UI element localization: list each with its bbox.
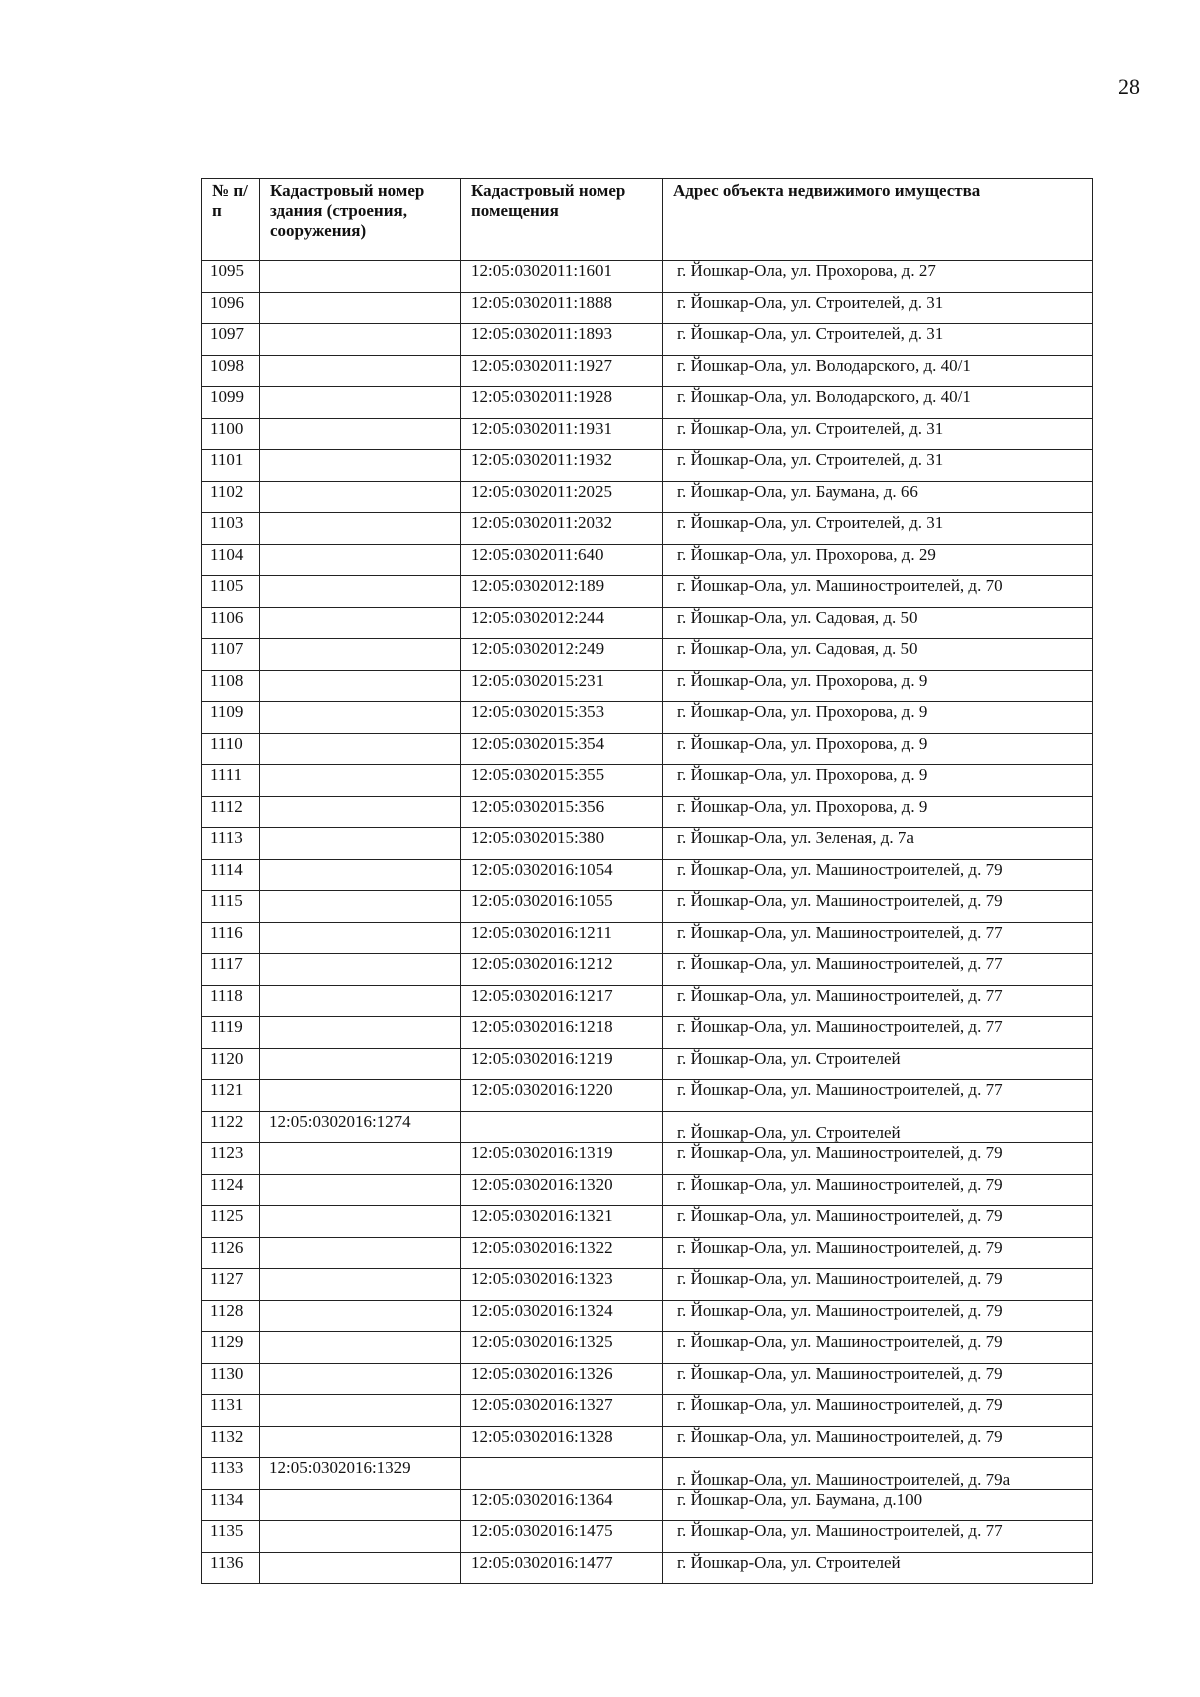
row-number: 1101	[202, 450, 260, 482]
row-number: 1131	[202, 1395, 260, 1427]
row-number: 1111	[202, 765, 260, 797]
address: г. Йошкар-Ола, ул. Строителей	[663, 1048, 1093, 1080]
room-cadastral-number: 12:05:0302016:1326	[461, 1363, 663, 1395]
address: г. Йошкар-Ола, ул. Машиностроителей, д. 79	[663, 1206, 1093, 1238]
address: г. Йошкар-Ола, ул. Машиностроителей, д. 79а	[663, 1458, 1093, 1490]
building-cadastral-number	[260, 670, 461, 702]
room-cadastral-number: 12:05:0302016:1322	[461, 1237, 663, 1269]
room-cadastral-number: 12:05:0302011:1601	[461, 261, 663, 293]
row-number: 1108	[202, 670, 260, 702]
header-row-number: № п/п	[202, 179, 260, 261]
row-number: 1109	[202, 702, 260, 734]
property-table	[201, 178, 1093, 1584]
row-number: 1135	[202, 1521, 260, 1553]
header-room-cadastral: Кадастровый номер помещения	[461, 179, 663, 261]
building-cadastral-number	[260, 1521, 461, 1553]
address: г. Йошкар-Ола, ул. Машиностроителей, д. 70	[663, 576, 1093, 608]
building-cadastral-number	[260, 954, 461, 986]
room-cadastral-number: 12:05:0302016:1328	[461, 1426, 663, 1458]
table-row	[202, 639, 1093, 671]
address: г. Йошкар-Ола, ул. Строителей	[663, 1552, 1093, 1584]
table-row	[202, 324, 1093, 356]
building-cadastral-number	[260, 1300, 461, 1332]
table-row	[202, 670, 1093, 702]
room-cadastral-number: 12:05:0302012:189	[461, 576, 663, 608]
building-cadastral-number	[260, 796, 461, 828]
room-cadastral-number: 12:05:0302016:1212	[461, 954, 663, 986]
room-cadastral-number: 12:05:0302016:1323	[461, 1269, 663, 1301]
building-cadastral-number	[260, 702, 461, 734]
address: г. Йошкар-Ола, ул. Машиностроителей, д. 79	[663, 1332, 1093, 1364]
building-cadastral-number	[260, 418, 461, 450]
row-number: 1113	[202, 828, 260, 860]
building-cadastral-number	[260, 1395, 461, 1427]
building-cadastral-number	[260, 1206, 461, 1238]
room-cadastral-number: 12:05:0302011:1931	[461, 418, 663, 450]
building-cadastral-number	[260, 513, 461, 545]
table-row	[202, 922, 1093, 954]
room-cadastral-number: 12:05:0302016:1325	[461, 1332, 663, 1364]
table-row	[202, 1048, 1093, 1080]
table-row	[202, 1111, 1093, 1143]
address: г. Йошкар-Ола, ул. Прохорова, д. 9	[663, 670, 1093, 702]
address: г. Йошкар-Ола, ул. Машиностроителей, д. 79	[663, 859, 1093, 891]
address: г. Йошкар-Ола, ул. Прохорова, д. 9	[663, 733, 1093, 765]
building-cadastral-number	[260, 1426, 461, 1458]
table-row	[202, 733, 1093, 765]
building-cadastral-number	[260, 1080, 461, 1112]
building-cadastral-number	[260, 450, 461, 482]
address: г. Йошкар-Ола, ул. Строителей, д. 31	[663, 450, 1093, 482]
address: г. Йошкар-Ола, ул. Машиностроителей, д. 79	[663, 1143, 1093, 1175]
building-cadastral-number	[260, 1174, 461, 1206]
address: г. Йошкар-Ола, ул. Прохорова, д. 9	[663, 796, 1093, 828]
table-row	[202, 1206, 1093, 1238]
address: г. Йошкар-Ола, ул. Машиностроителей, д. 79	[663, 1363, 1093, 1395]
room-cadastral-number: 12:05:0302012:244	[461, 607, 663, 639]
building-cadastral-number	[260, 1552, 461, 1584]
address: г. Йошкар-Ола, ул. Садовая, д. 50	[663, 639, 1093, 671]
row-number: 1112	[202, 796, 260, 828]
address: г. Йошкар-Ола, ул. Володарского, д. 40/1	[663, 387, 1093, 419]
room-cadastral-number: 12:05:0302016:1211	[461, 922, 663, 954]
building-cadastral-number	[260, 387, 461, 419]
address: г. Йошкар-Ола, ул. Прохорова, д. 27	[663, 261, 1093, 293]
room-cadastral-number: 12:05:0302015:356	[461, 796, 663, 828]
address: г. Йошкар-Ола, ул. Машиностроителей, д. 79	[663, 1237, 1093, 1269]
row-number: 1098	[202, 355, 260, 387]
table-row	[202, 1300, 1093, 1332]
address: г. Йошкар-Ола, ул. Машиностроителей, д. 77	[663, 985, 1093, 1017]
address: г. Йошкар-Ола, ул. Баумана, д. 66	[663, 481, 1093, 513]
address: г. Йошкар-Ола, ул. Строителей, д. 31	[663, 324, 1093, 356]
building-cadastral-number	[260, 859, 461, 891]
row-number: 1110	[202, 733, 260, 765]
address: г. Йошкар-Ола, ул. Строителей, д. 31	[663, 292, 1093, 324]
row-number: 1107	[202, 639, 260, 671]
row-number: 1096	[202, 292, 260, 324]
room-cadastral-number: 12:05:0302016:1475	[461, 1521, 663, 1553]
address: г. Йошкар-Ола, ул. Строителей	[663, 1111, 1093, 1143]
building-cadastral-number	[260, 1048, 461, 1080]
address: г. Йошкар-Ола, ул. Машиностроителей, д. 79	[663, 891, 1093, 923]
row-number: 1127	[202, 1269, 260, 1301]
address: г. Йошкар-Ола, ул. Баумана, д.100	[663, 1489, 1093, 1521]
room-cadastral-number: 12:05:0302016:1327	[461, 1395, 663, 1427]
room-cadastral-number: 12:05:0302015:353	[461, 702, 663, 734]
building-cadastral-number	[260, 1332, 461, 1364]
row-number: 1132	[202, 1426, 260, 1458]
table-row	[202, 292, 1093, 324]
row-number: 1136	[202, 1552, 260, 1584]
building-cadastral-number	[260, 1363, 461, 1395]
row-number: 1129	[202, 1332, 260, 1364]
address: г. Йошкар-Ола, ул. Машиностроителей, д. 79	[663, 1426, 1093, 1458]
table-row	[202, 387, 1093, 419]
table-row	[202, 1269, 1093, 1301]
room-cadastral-number: 12:05:0302011:1888	[461, 292, 663, 324]
room-cadastral-number: 12:05:0302016:1320	[461, 1174, 663, 1206]
table-row	[202, 1332, 1093, 1364]
building-cadastral-number	[260, 292, 461, 324]
room-cadastral-number: 12:05:0302011:1932	[461, 450, 663, 482]
row-number: 1120	[202, 1048, 260, 1080]
row-number: 1122	[202, 1111, 260, 1143]
building-cadastral-number: 12:05:0302016:1329	[260, 1458, 461, 1490]
building-cadastral-number	[260, 324, 461, 356]
table-row	[202, 765, 1093, 797]
address: г. Йошкар-Ола, ул. Машиностроителей, д. 79	[663, 1395, 1093, 1427]
table-row	[202, 1458, 1093, 1490]
building-cadastral-number	[260, 481, 461, 513]
room-cadastral-number: 12:05:0302016:1364	[461, 1489, 663, 1521]
building-cadastral-number	[260, 1489, 461, 1521]
room-cadastral-number: 12:05:0302011:640	[461, 544, 663, 576]
row-number: 1126	[202, 1237, 260, 1269]
room-cadastral-number: 12:05:0302016:1217	[461, 985, 663, 1017]
table-row	[202, 355, 1093, 387]
building-cadastral-number	[260, 1017, 461, 1049]
address: г. Йошкар-Ола, ул. Машиностроителей, д. 79	[663, 1174, 1093, 1206]
table-row	[202, 1521, 1093, 1553]
table-row	[202, 481, 1093, 513]
building-cadastral-number	[260, 576, 461, 608]
room-cadastral-number: 12:05:0302015:380	[461, 828, 663, 860]
room-cadastral-number	[461, 1111, 663, 1143]
building-cadastral-number	[260, 733, 461, 765]
address: г. Йошкар-Ола, ул. Прохорова, д. 9	[663, 765, 1093, 797]
table-row	[202, 261, 1093, 293]
table-row	[202, 576, 1093, 608]
table-header-row	[202, 179, 1093, 261]
address: г. Йошкар-Ола, ул. Машиностроителей, д. 77	[663, 1521, 1093, 1553]
building-cadastral-number	[260, 828, 461, 860]
row-number: 1099	[202, 387, 260, 419]
building-cadastral-number	[260, 985, 461, 1017]
row-number: 1102	[202, 481, 260, 513]
room-cadastral-number: 12:05:0302015:231	[461, 670, 663, 702]
row-number: 1095	[202, 261, 260, 293]
room-cadastral-number: 12:05:0302015:355	[461, 765, 663, 797]
row-number: 1125	[202, 1206, 260, 1238]
building-cadastral-number	[260, 765, 461, 797]
room-cadastral-number: 12:05:0302011:2025	[461, 481, 663, 513]
row-number: 1114	[202, 859, 260, 891]
table-row	[202, 985, 1093, 1017]
room-cadastral-number: 12:05:0302015:354	[461, 733, 663, 765]
table-row	[202, 1395, 1093, 1427]
table-row	[202, 702, 1093, 734]
page-number: 28	[1118, 74, 1140, 99]
room-cadastral-number	[461, 1458, 663, 1490]
room-cadastral-number: 12:05:0302016:1477	[461, 1552, 663, 1584]
room-cadastral-number: 12:05:0302016:1218	[461, 1017, 663, 1049]
row-number: 1115	[202, 891, 260, 923]
table-row	[202, 513, 1093, 545]
table-row	[202, 544, 1093, 576]
building-cadastral-number	[260, 639, 461, 671]
row-number: 1133	[202, 1458, 260, 1490]
table-row	[202, 954, 1093, 986]
room-cadastral-number: 12:05:0302016:1219	[461, 1048, 663, 1080]
table-row	[202, 1552, 1093, 1584]
table-row	[202, 1237, 1093, 1269]
row-number: 1118	[202, 985, 260, 1017]
address: г. Йошкар-Ола, ул. Строителей, д. 31	[663, 418, 1093, 450]
table-row	[202, 859, 1093, 891]
building-cadastral-number	[260, 922, 461, 954]
table-row	[202, 796, 1093, 828]
building-cadastral-number	[260, 891, 461, 923]
address: г. Йошкар-Ола, ул. Машиностроителей, д. 79	[663, 1269, 1093, 1301]
room-cadastral-number: 12:05:0302011:1927	[461, 355, 663, 387]
building-cadastral-number	[260, 1269, 461, 1301]
room-cadastral-number: 12:05:0302011:1893	[461, 324, 663, 356]
row-number: 1119	[202, 1017, 260, 1049]
building-cadastral-number	[260, 607, 461, 639]
row-number: 1117	[202, 954, 260, 986]
building-cadastral-number	[260, 544, 461, 576]
address: г. Йошкар-Ола, ул. Строителей, д. 31	[663, 513, 1093, 545]
address: г. Йошкар-Ола, ул. Володарского, д. 40/1	[663, 355, 1093, 387]
address: г. Йошкар-Ола, ул. Зеленая, д. 7а	[663, 828, 1093, 860]
row-number: 1100	[202, 418, 260, 450]
address: г. Йошкар-Ола, ул. Садовая, д. 50	[663, 607, 1093, 639]
header-address: Адрес объекта недвижимого имущества	[663, 179, 1093, 261]
row-number: 1128	[202, 1300, 260, 1332]
room-cadastral-number: 12:05:0302016:1321	[461, 1206, 663, 1238]
table-row	[202, 1489, 1093, 1521]
table-row	[202, 450, 1093, 482]
row-number: 1121	[202, 1080, 260, 1112]
address: г. Йошкар-Ола, ул. Прохорова, д. 29	[663, 544, 1093, 576]
row-number: 1116	[202, 922, 260, 954]
table-row	[202, 1174, 1093, 1206]
room-cadastral-number: 12:05:0302016:1054	[461, 859, 663, 891]
building-cadastral-number	[260, 355, 461, 387]
address: г. Йошкар-Ола, ул. Машиностроителей, д. 77	[663, 1017, 1093, 1049]
address: г. Йошкар-Ола, ул. Машиностроителей, д. 77	[663, 954, 1093, 986]
header-building-cadastral: Кадастровый номер здания (строения, сооружения)	[260, 179, 461, 261]
building-cadastral-number	[260, 1143, 461, 1175]
row-number: 1104	[202, 544, 260, 576]
room-cadastral-number: 12:05:0302016:1055	[461, 891, 663, 923]
building-cadastral-number	[260, 1237, 461, 1269]
table-body	[202, 261, 1093, 1584]
building-cadastral-number: 12:05:0302016:1274	[260, 1111, 461, 1143]
row-number: 1105	[202, 576, 260, 608]
row-number: 1123	[202, 1143, 260, 1175]
table-row	[202, 828, 1093, 860]
table-row	[202, 891, 1093, 923]
table-row	[202, 1363, 1093, 1395]
table-row	[202, 1426, 1093, 1458]
address: г. Йошкар-Ола, ул. Машиностроителей, д. 77	[663, 1080, 1093, 1112]
address: г. Йошкар-Ола, ул. Прохорова, д. 9	[663, 702, 1093, 734]
row-number: 1130	[202, 1363, 260, 1395]
table-row	[202, 1080, 1093, 1112]
table-row	[202, 1143, 1093, 1175]
room-cadastral-number: 12:05:0302016:1220	[461, 1080, 663, 1112]
room-cadastral-number: 12:05:0302011:1928	[461, 387, 663, 419]
row-number: 1124	[202, 1174, 260, 1206]
table-row	[202, 418, 1093, 450]
row-number: 1097	[202, 324, 260, 356]
table-row	[202, 607, 1093, 639]
room-cadastral-number: 12:05:0302016:1324	[461, 1300, 663, 1332]
room-cadastral-number: 12:05:0302011:2032	[461, 513, 663, 545]
address: г. Йошкар-Ола, ул. Машиностроителей, д. 79	[663, 1300, 1093, 1332]
row-number: 1134	[202, 1489, 260, 1521]
room-cadastral-number: 12:05:0302012:249	[461, 639, 663, 671]
address: г. Йошкар-Ола, ул. Машиностроителей, д. 77	[663, 922, 1093, 954]
row-number: 1103	[202, 513, 260, 545]
building-cadastral-number	[260, 261, 461, 293]
room-cadastral-number: 12:05:0302016:1319	[461, 1143, 663, 1175]
table-row	[202, 1017, 1093, 1049]
row-number: 1106	[202, 607, 260, 639]
